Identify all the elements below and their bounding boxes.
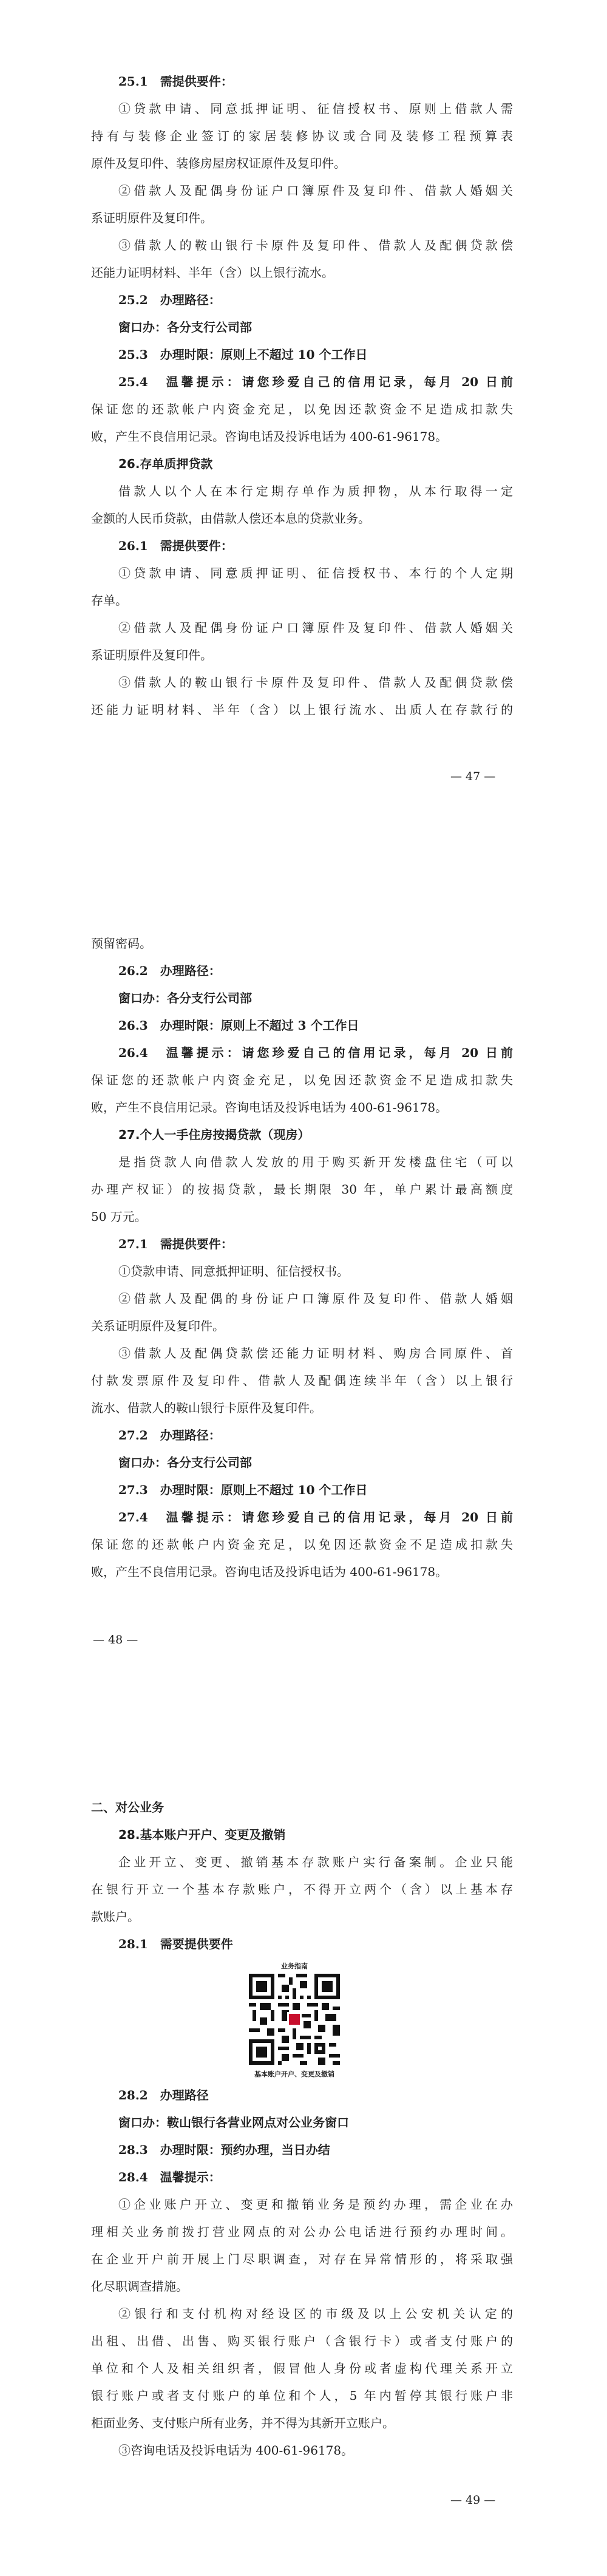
text-line: 关系证明原件及复印件。 bbox=[91, 1319, 225, 1333]
window-office-line: 窗口办：各分支行公司部 bbox=[118, 320, 252, 335]
text-line: 化尽职调查措施。 bbox=[91, 2279, 188, 2294]
section-25-3-line: 25.3 办理时限：原则上不超过 10 个工作日 bbox=[118, 347, 368, 362]
text-line: 付款发票原件及复印件、借款人及配偶连续半年（含）以上银行 bbox=[91, 1373, 513, 1388]
section-27-4-line: 27.4 温馨提示：请您珍爱自己的信用记录，每月 20 日前 bbox=[118, 1510, 513, 1524]
text-line: 借款人以个人在本行定期存单作为质押物，从本行取得一定 bbox=[118, 484, 513, 498]
section-26-title: 26.存单质押贷款 bbox=[118, 457, 213, 471]
text-line: 系证明原件及复印件。 bbox=[91, 648, 212, 662]
text-line: 存单。 bbox=[91, 593, 127, 608]
text-line: 柜面业务、支付账户所有业务，并不得为其新开立账户。 bbox=[91, 2416, 395, 2430]
text-line: 败，产生不良信用记录。咨询电话及投诉电话为 400-61-96178。 bbox=[91, 1565, 448, 1579]
section-27-1-heading: 27.1 需提供要件： bbox=[118, 1237, 233, 1251]
text-line: ①贷款申请、同意质押证明、征信授权书、本行的个人定期 bbox=[118, 566, 513, 580]
window-office-line: 窗口办：各分支行公司部 bbox=[118, 1455, 252, 1470]
section-27-title: 27.个人一手住房按揭贷款（现房） bbox=[118, 1127, 310, 1142]
page-47-body bbox=[91, 68, 513, 724]
section-28-1-heading: 28.1 需要提供要件 bbox=[118, 1937, 233, 1951]
section-27-2-heading: 27.2 办理路径： bbox=[118, 1428, 221, 1443]
chapter-heading: 二、对公业务 bbox=[91, 1800, 164, 1815]
text-line: 还能力证明材料、半年（含）以上银行流水。 bbox=[91, 265, 334, 280]
text-line: ③借款人的鞍山银行卡原件及复印件、借款人及配偶贷款偿 bbox=[118, 238, 513, 253]
text-line: 持有与装修企业签订的家居装修协议或合同及装修工程预算表 bbox=[91, 129, 513, 143]
text-line: 企业开立、变更、撤销基本存款账户实行备案制。企业只能 bbox=[118, 1855, 513, 1869]
section-25-4-line: 25.4 温馨提示：请您珍爱自己的信用记录，每月 20 日前 bbox=[118, 375, 513, 389]
text-line: 理相关业务前拨打营业网点的对公办公电话进行预约办理时间。 bbox=[91, 2224, 513, 2239]
text-line: 败，产生不良信用记录。咨询电话及投诉电话为 400-61-96178。 bbox=[91, 429, 448, 444]
text-line: 流水、借款人的鞍山银行卡原件及复印件。 bbox=[91, 1401, 322, 1415]
text-line: ③咨询电话及投诉电话为 400-61-96178。 bbox=[118, 2443, 354, 2458]
section-28-2-heading: 28.2 办理路径 bbox=[118, 2088, 209, 2102]
text-line: 办理产权证）的按揭贷款，最长期限 30 年，单户累计最高额度 bbox=[91, 1182, 513, 1197]
section-26-4-line: 26.4 温馨提示：请您珍爱自己的信用记录，每月 20 日前 bbox=[118, 1045, 513, 1060]
text-line: 是指贷款人向借款人发放的用于购买新开发楼盘住宅（可以 bbox=[118, 1155, 513, 1169]
qr-code-icon[interactable] bbox=[249, 1974, 340, 2065]
text-line: 50 万元。 bbox=[91, 1209, 147, 1224]
text-line: ②借款人及配偶身份证户口簿原件及复印件、借款人婚姻关 bbox=[118, 620, 513, 635]
text-line: 单位和个人及相关组织者，假冒他人身份或者虚构代理关系开立 bbox=[91, 2361, 513, 2376]
text-line: 保证您的还款帐户内资金充足，以免因还款资金不足造成扣款失 bbox=[91, 1073, 513, 1087]
text-line: 银行账户或者支付账户的单位和个人，5 年内暂停其银行账户非 bbox=[91, 2388, 513, 2403]
page-number: — 49 — bbox=[450, 2493, 496, 2507]
section-27-3-line: 27.3 办理时限：原则上不超过 10 个工作日 bbox=[118, 1483, 368, 1497]
text-line: ②借款人及配偶身份证户口簿原件及复印件、借款人婚姻关 bbox=[118, 183, 513, 198]
section-25-2-heading: 25.2 办理路径： bbox=[118, 293, 221, 307]
document-page-49 bbox=[0, 1718, 607, 2576]
qr-caption: 基本账户开户、变更及撤销 bbox=[254, 2070, 334, 2078]
section-26-3-line: 26.3 办理时限：原则上不超过 3 个工作日 bbox=[118, 1018, 359, 1033]
section-25-1-heading: 25.1 需提供要件： bbox=[118, 74, 233, 89]
page-number: — 48 — bbox=[93, 1633, 138, 1647]
section-28-title: 28.基本账户开户、变更及撤销 bbox=[118, 1827, 286, 1842]
section-26-2-heading: 26.2 办理路径： bbox=[118, 963, 221, 978]
text-line: 还能力证明材料、半年（含）以上银行流水、出质人在存款行的 bbox=[91, 702, 513, 717]
document-page-47 bbox=[0, 0, 607, 858]
section-28-4-heading: 28.4 温馨提示： bbox=[118, 2170, 221, 2184]
page-number: — 47 — bbox=[450, 770, 496, 783]
qr-title: 业务指南 bbox=[281, 1962, 308, 1970]
window-office-line: 窗口办：各分支行公司部 bbox=[118, 991, 252, 1005]
text-line: 在企业开户前开展上门尽职调查，对存在异常情形的，将采取强 bbox=[91, 2252, 513, 2266]
text-line: ②借款人及配偶的身份证户口簿原件及复印件、借款人婚姻 bbox=[118, 1291, 513, 1306]
text-line: 在银行开立一个基本存款账户，不得开立两个（含）以上基本存 bbox=[91, 1882, 513, 1897]
text-line: 金额的人民币贷款，由借款人偿还本息的贷款业务。 bbox=[91, 511, 370, 526]
text-line: 预留密码。 bbox=[91, 936, 152, 951]
text-line: ②银行和支付机构对经设区的市级及以上公安机关认定的 bbox=[118, 2306, 513, 2321]
text-line: 保证您的还款帐户内资金充足，以免因还款资金不足造成扣款失 bbox=[91, 1537, 513, 1552]
page-49-body bbox=[91, 1794, 513, 2464]
text-line: 款账户。 bbox=[91, 1909, 140, 1924]
text-line: 原件及复印件、装修房屋房权证原件及复印件。 bbox=[91, 156, 346, 171]
text-line: 败，产生不良信用记录。咨询电话及投诉电话为 400-61-96178。 bbox=[91, 1100, 448, 1115]
text-line: ③借款人及配偶贷款偿还能力证明材料、购房合同原件、首 bbox=[118, 1346, 513, 1361]
text-line: ①贷款申请、同意抵押证明、征信授权书、原则上借款人需 bbox=[118, 101, 513, 116]
service-guide-qr-block bbox=[237, 1962, 352, 2079]
text-line: ①贷款申请、同意抵押证明、征信授权书。 bbox=[118, 1264, 349, 1279]
window-office-line: 窗口办：鞍山银行各营业网点对公业务窗口 bbox=[118, 2115, 349, 2130]
text-line: 出租、出借、出售、购买银行账户（含银行卡）或者支付账户的 bbox=[91, 2334, 513, 2348]
text-line: ①企业账户开立、变更和撤销业务是预约办理，需企业在办 bbox=[118, 2197, 513, 2212]
text-line: 保证您的还款帐户内资金充足，以免因还款资金不足造成扣款失 bbox=[91, 402, 513, 416]
document-page-48 bbox=[0, 858, 607, 1718]
section-28-3-line: 28.3 办理时限：预约办理，当日办结 bbox=[118, 2143, 330, 2157]
text-line: ③借款人的鞍山银行卡原件及复印件、借款人及配偶贷款偿 bbox=[118, 675, 513, 690]
section-26-1-heading: 26.1 需提供要件： bbox=[118, 539, 233, 553]
page-48-body bbox=[91, 930, 513, 1586]
text-line: 系证明原件及复印件。 bbox=[91, 211, 212, 225]
